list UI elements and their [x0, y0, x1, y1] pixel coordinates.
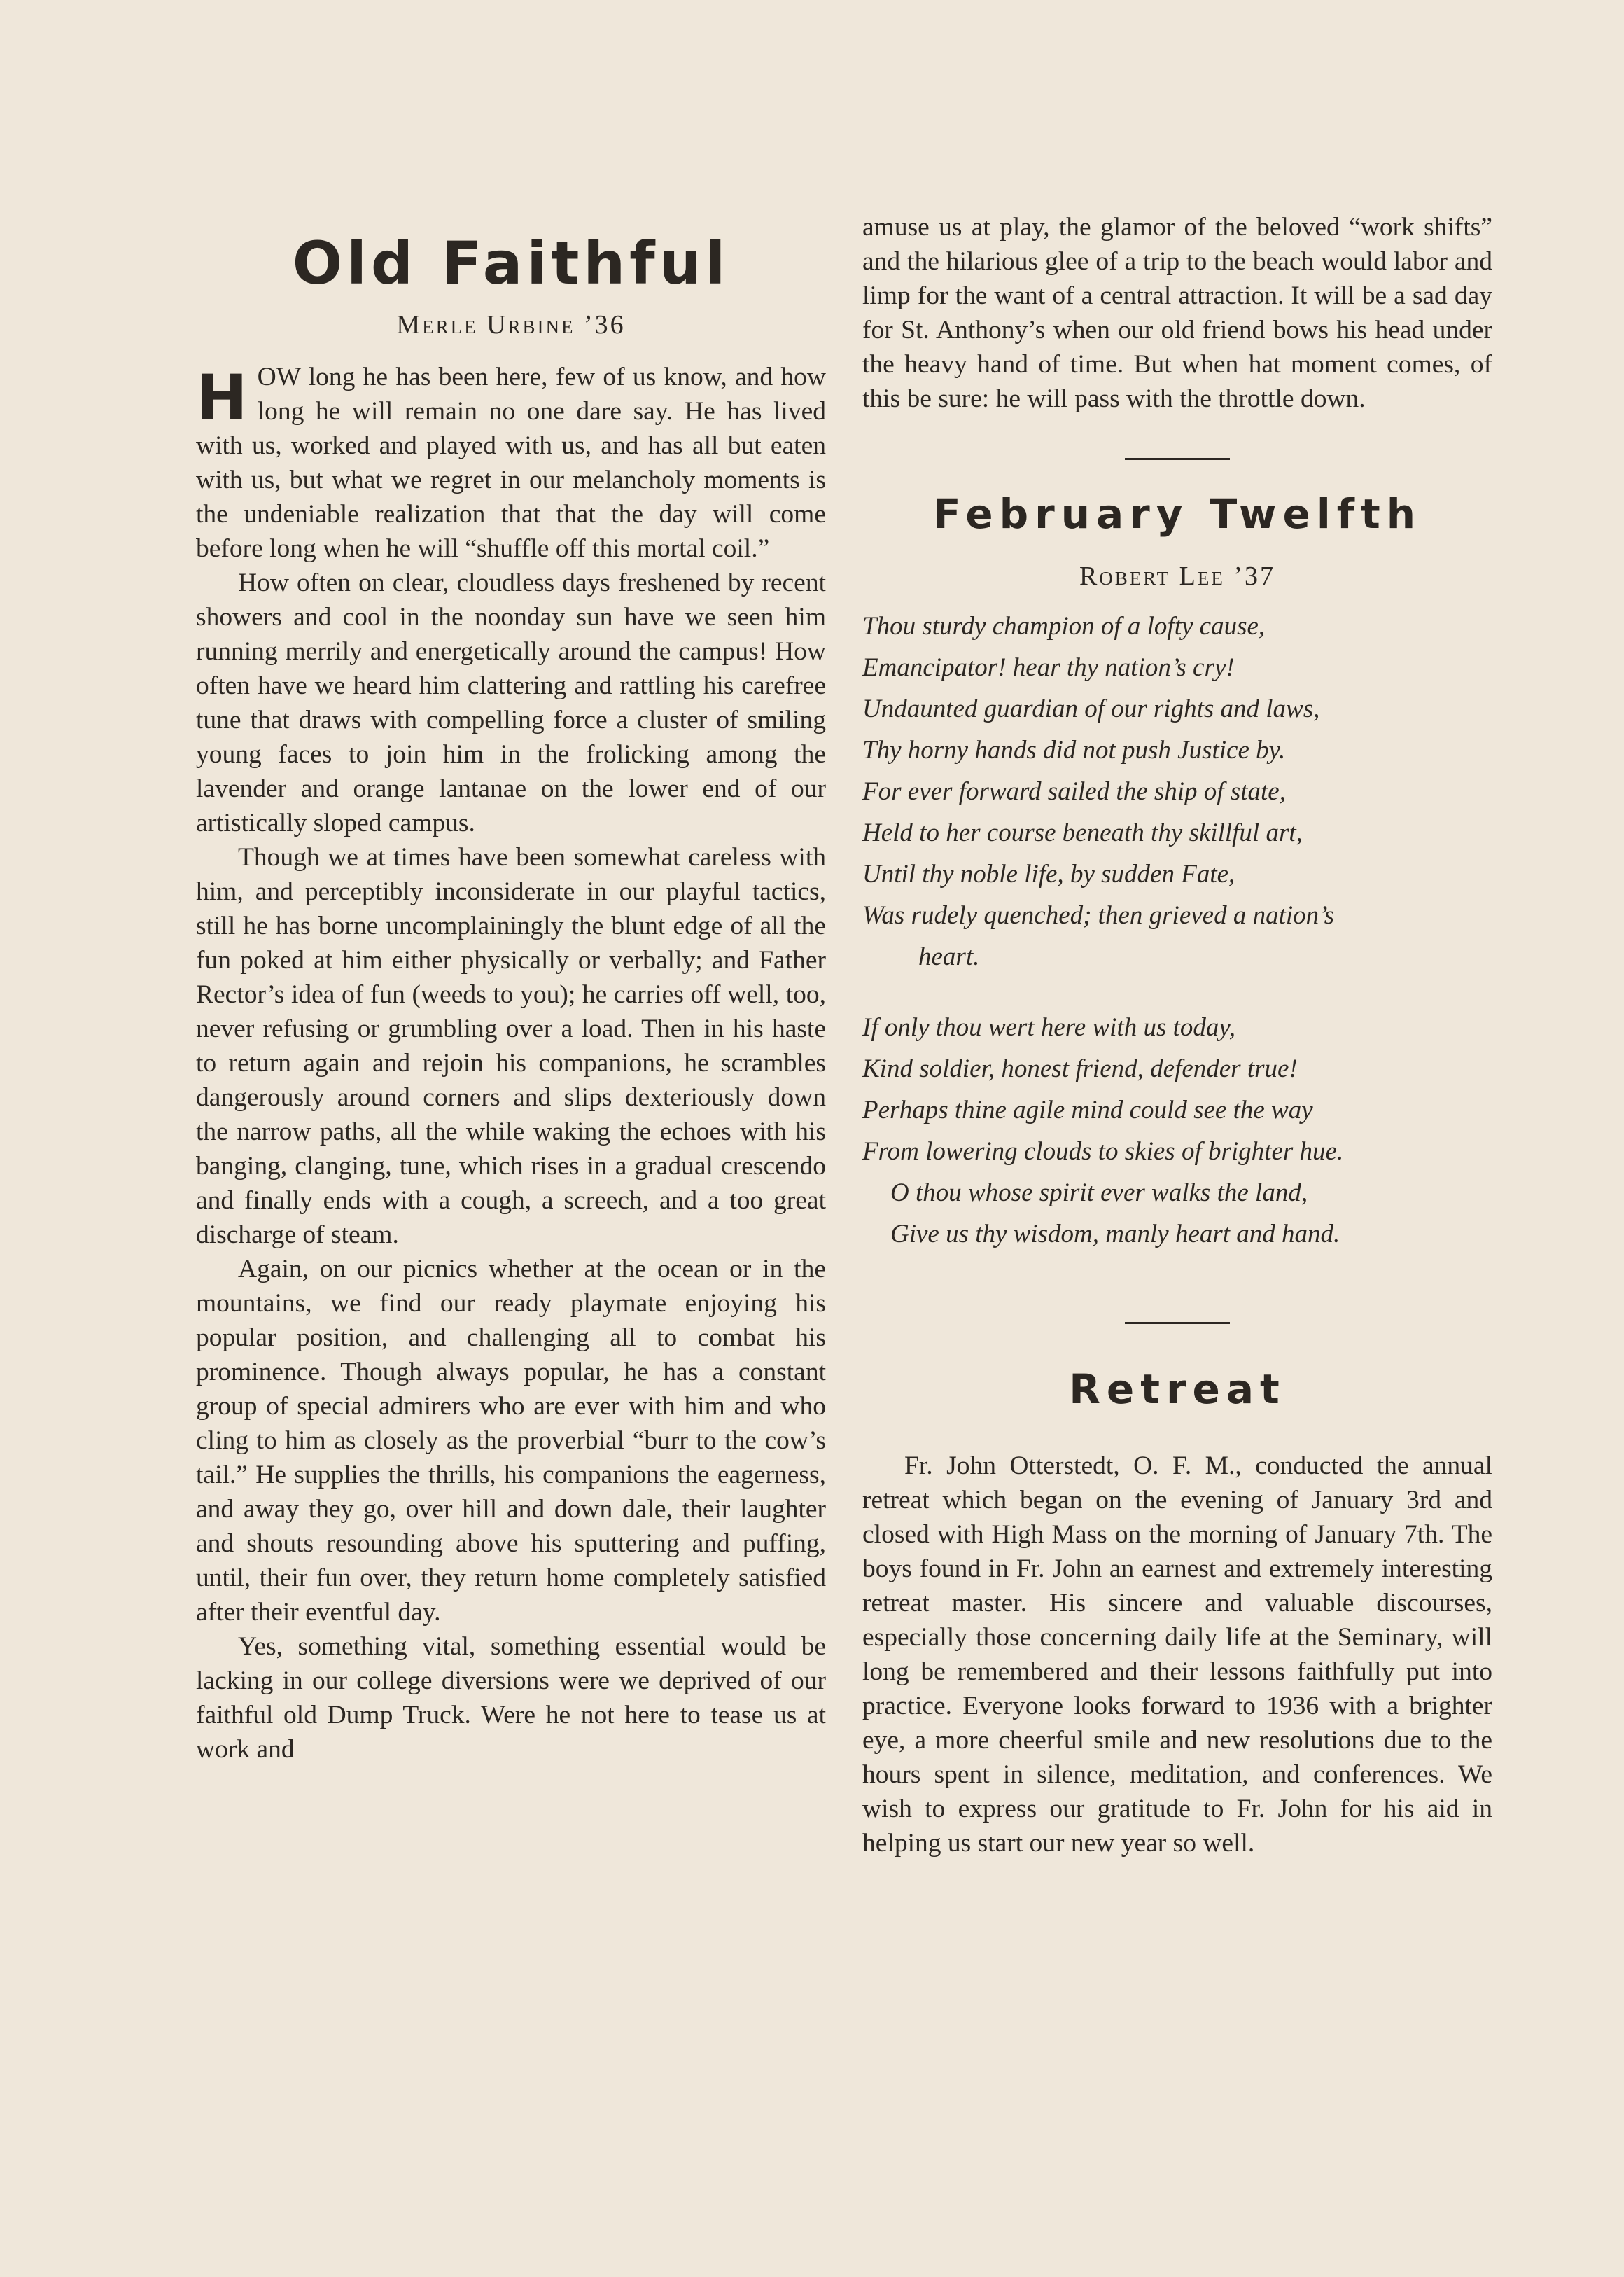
article-paragraph: Fr. John Otterstedt, O. F. M., conducted the annual retreat which began on the evening of January 3rd and closed with High Mass on the morning of January 7th. The boys found in Fr. John an earnest and extremely interesting retreat master. His sincere and valuable discourses, especially those concerning daily life at the Seminary, will long be remembered and their lessons faithfully put into practice. Everyone looks forward to 1936 with a brighter eye, a more cheerful smile and new resolutions due to the hours spent in silence, meditation, and conferences. We wish to express our gratitude to Fr. John for his aid in helping us start our new year so well.	[862, 1451, 1492, 1858]
article-paragraph: Though we at times have been somewhat careless with him, and perceptibly inconsiderate in our playful tactics, still he has borne uncomplainingly the blunt edge of all the fun poked at him either physically or verbally; and Father Rector’s idea of fun (weeds to you); he carries off well, too, never refusing or grumbling over a load. Then in his haste to return again and rejoin his companions, he scrambles dangerously around corners and slips dexteriously down the narrow paths, all the while waking the echoes with his banging, clanging, tune, which rises in a gradual crescendo and finally ends with a cough, a screech, and a too great discharge of steam.	[196, 843, 826, 1250]
stanza-break	[862, 977, 1492, 1007]
old-faithful-continuation	[862, 210, 1492, 416]
retreat-body	[862, 1449, 1492, 1860]
article-paragraph: HOW long he has been here, few of us know, and how long he will remain no one dare say. He has lived with us, worked and played with us, and has all but eaten with us, but what we regret in our melancholy moments is the undeniable realization that that the day will come before long when he will “shuffle off this mortal coil.”	[196, 361, 826, 564]
poem-line: Thou sturdy champion of a lofty cause,	[862, 611, 1266, 641]
poem-line: Perhaps thine agile mind could see the way	[862, 1095, 1313, 1124]
right-column	[862, 210, 1492, 1860]
drop-cap: H	[196, 361, 248, 434]
old-faithful-byline: Merle Urbine ’36	[396, 310, 626, 340]
article-paragraph: How often on clear, cloudless days freshened by recent showers and cool in the noonday sun have we seen him running merrily and energetically around the campus! How often have we heard him clattering and rattling his carefree tune that draws with compelling force a cluster of smiling young faces to join him in the frolicking among the lavender and orange lantanae on the lower end of our artistically sloped campus.	[196, 569, 826, 838]
february-twelfth-byline: Robert Lee ’37	[1079, 561, 1276, 591]
poem-line: If only thou wert here with us today,	[862, 1012, 1236, 1042]
old-faithful-body	[196, 360, 826, 1767]
article-paragraph: amuse us at play, the glamor of the beloved “work shifts” and the hilarious glee of a trip to the beach would labor and limp for the want of a central attraction. It will be a sad day for St. Anthony’s when our old friend bows his head under the heavy hand of time. But when hat moment comes, of this be sure: he will pass with the throttle down.	[862, 213, 1492, 413]
poem-line: Give us thy wisdom, manly heart and hand.	[890, 1219, 1340, 1248]
poem-line: Until thy noble life, by sudden Fate,	[862, 859, 1236, 889]
article-paragraph: Again, on our picnics whether at the ocean or in the mountains, we find our ready playmate enjoying his popular position, and challenging all to combat his prominence. Though always popular, he has a constant group of special admirers who are ever with him and who cling to him as closely as the proverbial “burr to the cow’s tail.” He supplies the thrills, his companions the eagerness, and away they go, over hill and down dale, their laughter and shouts resounding above his sputtering and puffing, until, their fun over, they return home completely satisfied after their eventful day.	[196, 1255, 826, 1627]
retreat-title: Retreat	[1069, 1365, 1286, 1413]
poem-line: Thy horny hands did not push Justice by.	[862, 735, 1286, 765]
poem	[862, 606, 1492, 1255]
poem-line: O thou whose spirit ever walks the land,	[890, 1178, 1308, 1207]
section-divider	[1125, 1322, 1230, 1324]
poem-line: Emancipator! hear thy nation’s cry!	[862, 653, 1235, 682]
poem-line: Undaunted guardian of our rights and laws,	[862, 694, 1320, 723]
poem-line: Was rudely quenched; then grieved a nation’s	[862, 900, 1335, 930]
poem-line: Held to her course beneath thy skillful art,	[862, 818, 1303, 847]
february-twelfth-title: February Twelfth	[932, 490, 1422, 538]
poem-line: heart.	[918, 942, 980, 971]
old-faithful-title: Old Faithful	[292, 229, 730, 298]
article-paragraph: Yes, something vital, something essential would be lacking in our college diversions were we deprived of our faithful old Dump Truck. Were he not here to tease us at work and	[196, 1632, 826, 1764]
poem-line: From lowering clouds to skies of brighter hue.	[862, 1136, 1344, 1166]
poem-line: For ever forward sailed the ship of state,	[862, 777, 1286, 806]
left-column	[196, 231, 826, 1767]
section-divider	[1125, 458, 1230, 460]
poem-line: Kind soldier, honest friend, defender true!	[862, 1054, 1298, 1083]
